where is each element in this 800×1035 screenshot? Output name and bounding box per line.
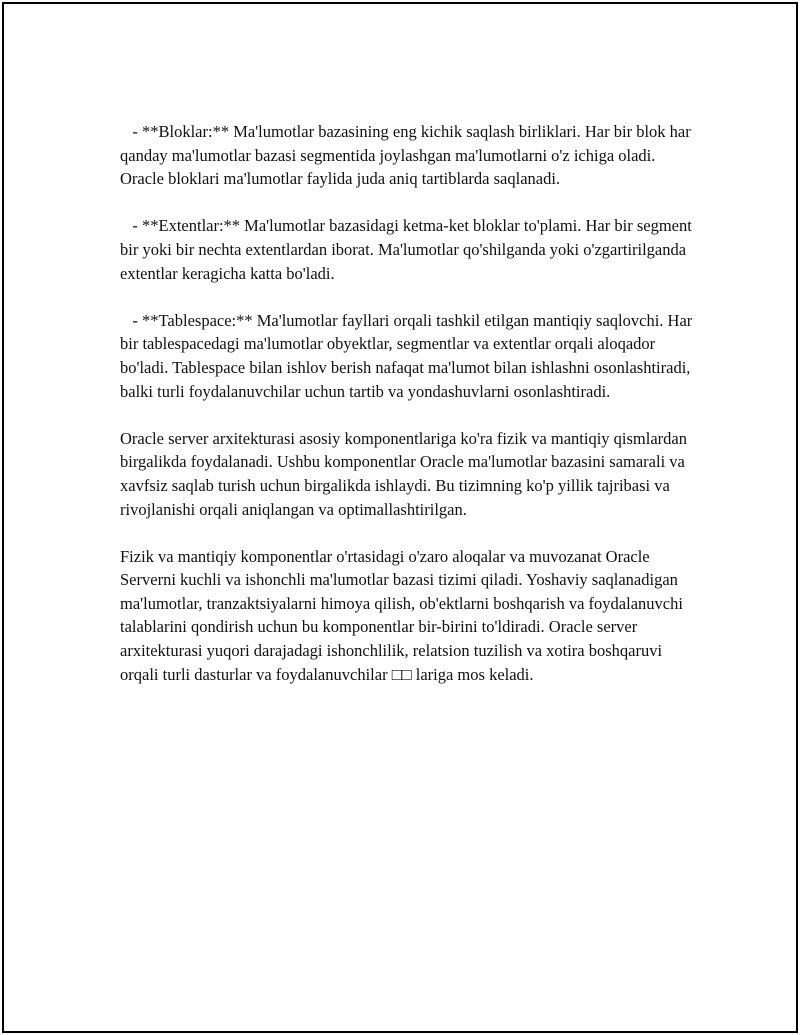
document-page	[2, 2, 798, 1033]
paragraph-tablespace: - **Tablespace:** Ma'lumotlar fayllari orqali tashkil etilgan mantiqiy saqlovchi. Har bir tablespacedagi ma'lumotlar obyektlar, segmentlar va extentlar orqali aloqador bo'ladi. Tablespace bilan ishlov berish nafaqat ma'lumot bilan ishlashni osonlashtiradi, balki turli foydalanuvchilar uchun tartib va yondashuvlarni osonlashtiradi.	[120, 310, 697, 401]
paragraph-arxitektura: Oracle server arxitekturasi asosiy komponentlariga ko'ra fizik va mantiqiy qismlardan birgalikda foydalanadi. Ushbu komponentlar Oracle ma'lumotlar bazasini samarali va xavfsiz saqlab turish uchun birgalikda ishlaydi. Bu tizimning ko'p yillik tajribasi va rivojlanishi orqali aniqlangan va optimallashtirilgan.	[120, 428, 692, 519]
paragraph-extentlar: - **Extentlar:** Ma'lumotlar bazasidagi ketma-ket bloklar to'plami. Har bir segment bir yoki bir nechta extentlardan iborat. Ma'lumotlar qo'shilganda yoki o'zgartirilganda extentlar keragicha katta bo'ladi.	[120, 216, 696, 283]
paragraph-aloqalar: Fizik va mantiqiy komponentlar o'rtasidagi o'zaro aloqalar va muvozanat Oracle Serverni kuchli va ishonchli ma'lumotlar bazasi tizimi qiladi. Yoshaviy saqlanadigan ma'lumotlar, tranzaktsiyalarni himoya qilish, ob'ektlarni boshqarish va foydalanuvchi talablarini qondirish uchun bu komponentlar bir-birini to'ldiradi. Oracle server arxitekturasi yuqori darajadagi ishonchlilik, relatsion tuzilish va xotira boshqaruvi orqali turli dasturlar va foydalanuvchilar □□ lariga mos keladi.	[120, 546, 688, 684]
paragraph-bloklar: - **Bloklar:** Ma'lumotlar bazasining eng kichik saqlash birliklari. Har bir blok har qanday ma'lumotlar bazasi segmentida joylashgan ma'lumotlarni o'z ichiga oladi. Oracle bloklari ma'lumotlar faylida juda aniq tartiblarda saqlanadi.	[120, 122, 695, 189]
document-body	[120, 120, 700, 710]
